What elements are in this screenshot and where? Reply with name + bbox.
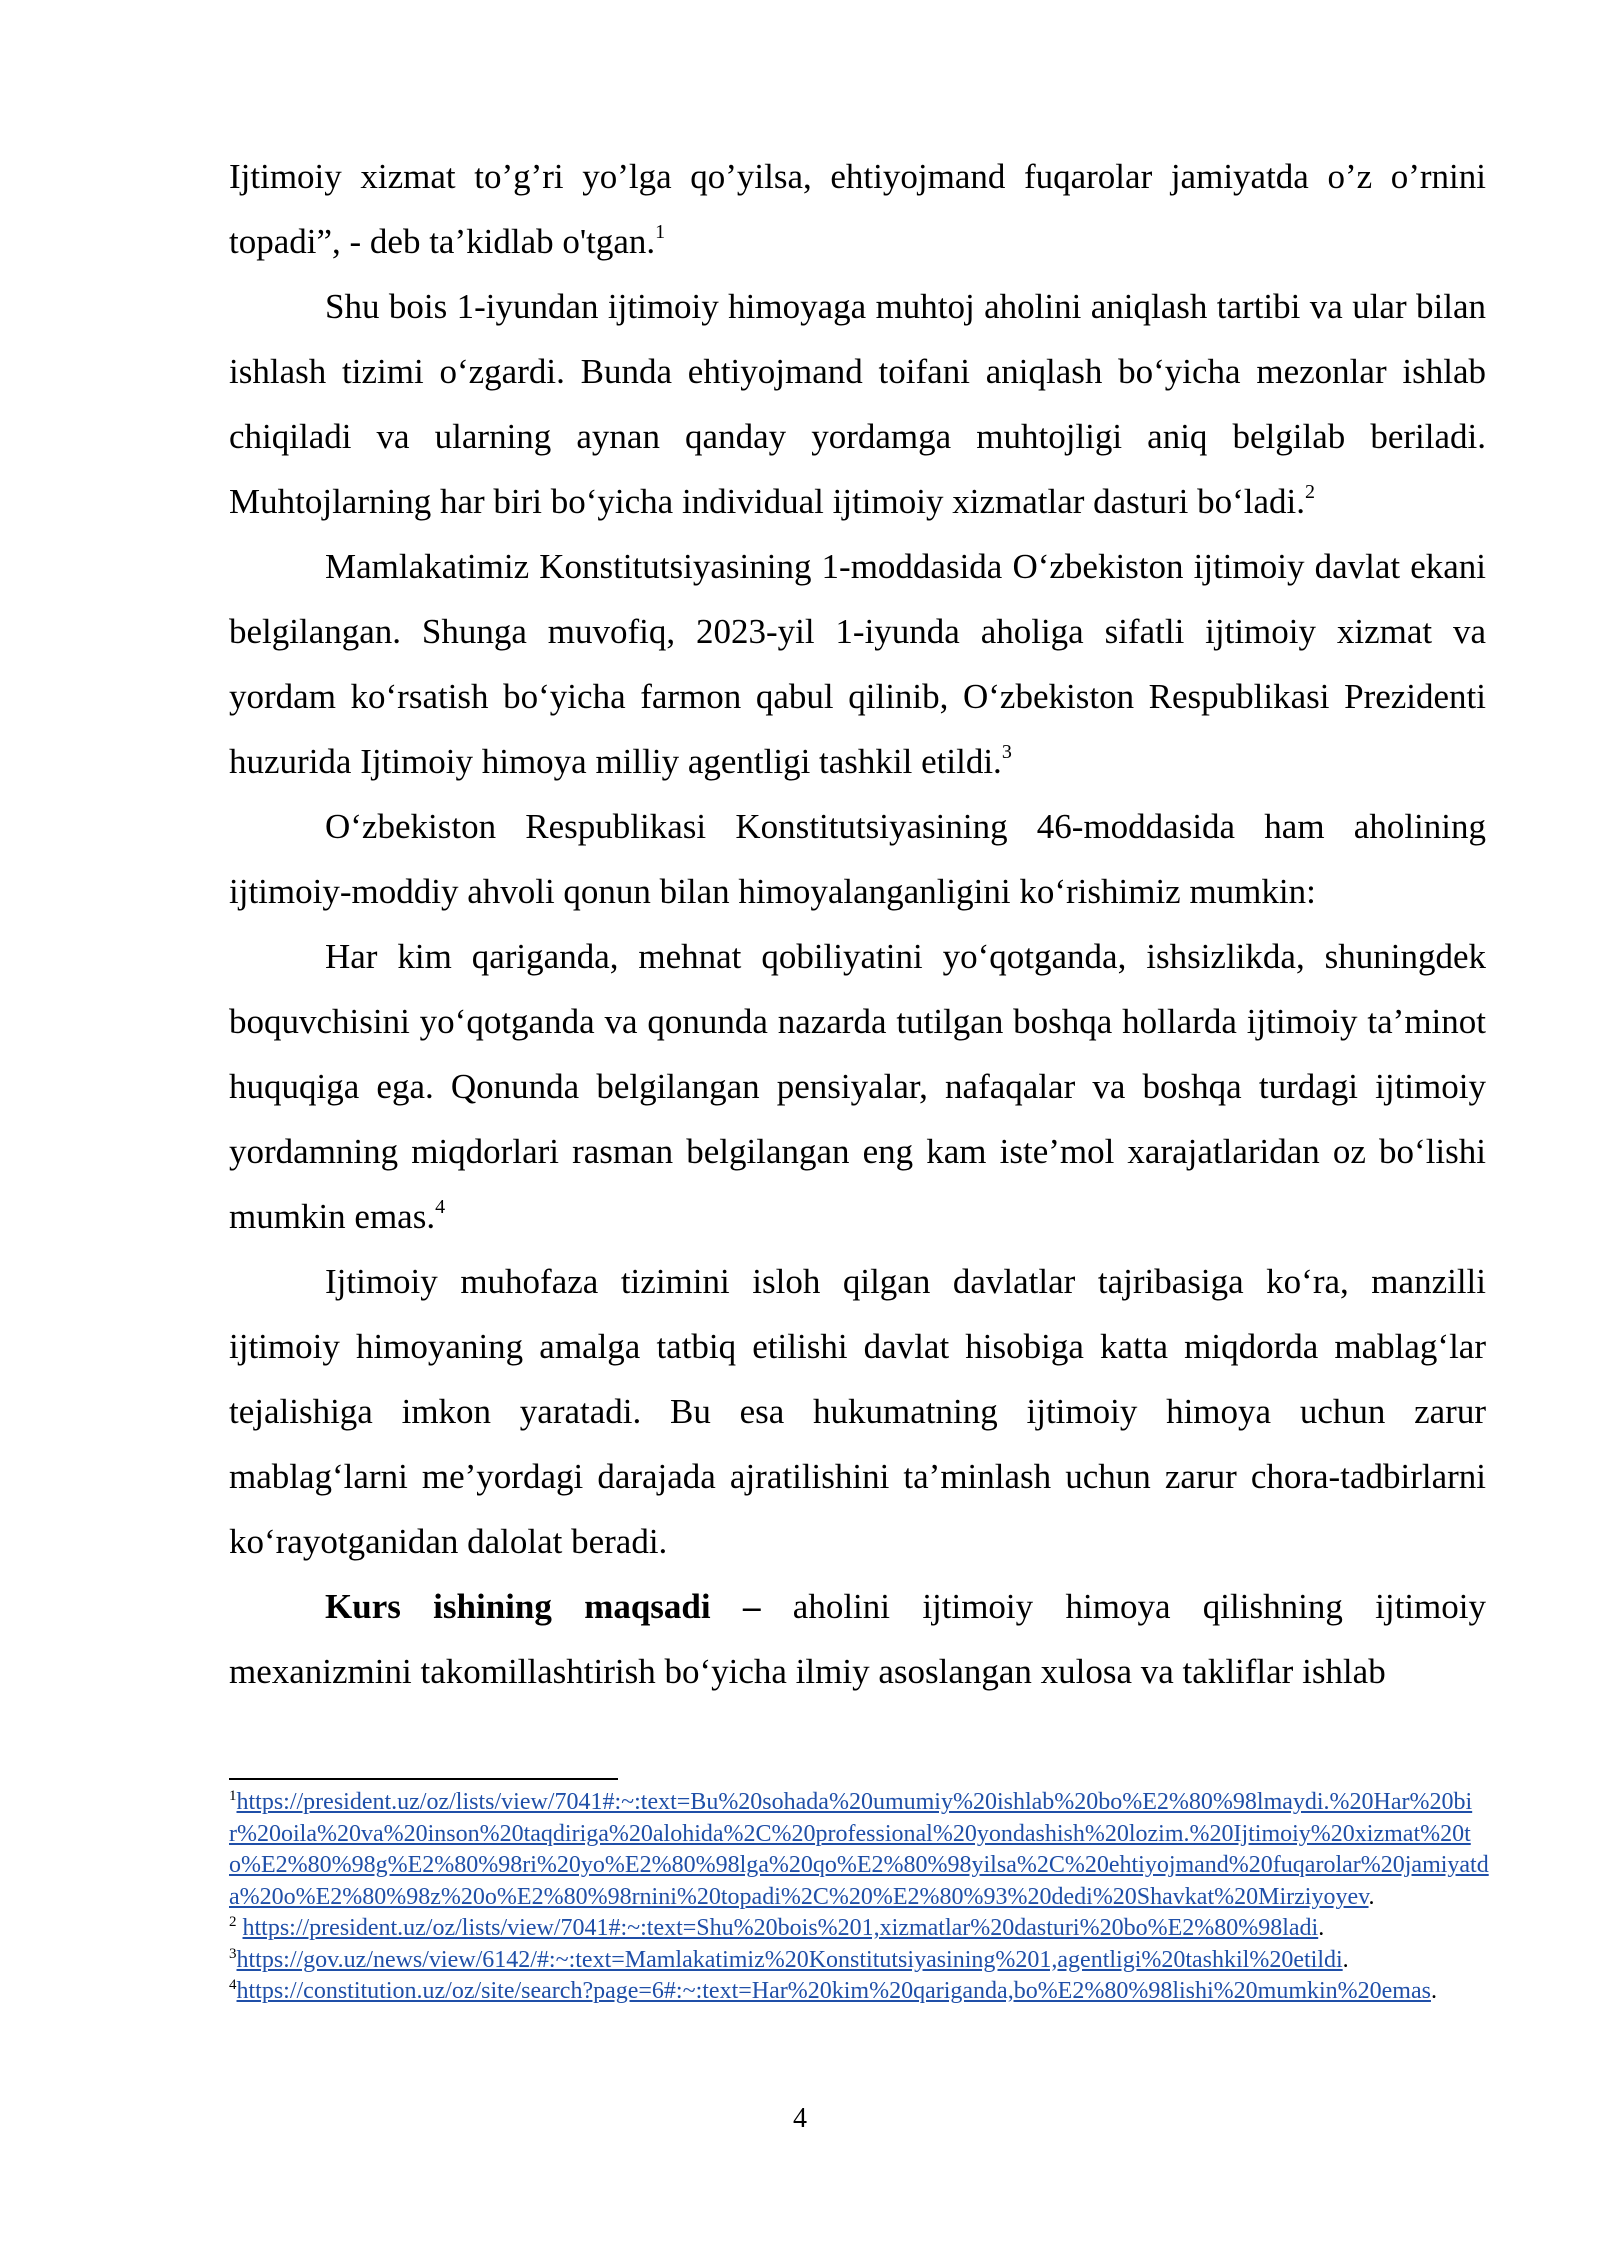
footnote-4 xyxy=(229,1976,1491,2008)
paragraph-text: Ijtimoiy xizmat to’g’ri yo’lga qo’yilsa, ehtiyojmand fuqarolar jamiyatda o’z o’rnini topadi”, - deb ta’kidlab o'tgan. xyxy=(229,157,1486,261)
paragraph-text: aholini ijtimoiy himoya qilishning ijtimoiy mexanizmini takomillashtirish bo‘yicha ilmiy asoslangan xulosa va takliflar ishlab xyxy=(229,1587,1486,1691)
footnote-1 xyxy=(229,1787,1491,1913)
footnote-trailing: . xyxy=(1342,1946,1349,1973)
footnote-2 xyxy=(229,1913,1491,1945)
paragraph-text: O‘zbekiston Respublikasi Konstitutsiyasining 46-moddasida ham aholining ijtimoiy-moddiy ahvoli qonun bilan himoyalanganligini ko‘rishimiz mumkin: xyxy=(229,807,1486,911)
paragraph-1 xyxy=(229,144,1486,274)
footnote-separator xyxy=(229,1778,618,1780)
footnote-number: 3 xyxy=(229,1945,237,1962)
footnote-trailing: . xyxy=(1318,1915,1325,1941)
footnote-ref-2[interactable]: 2 xyxy=(1305,481,1316,504)
footnote-ref-4[interactable]: 4 xyxy=(435,1196,446,1219)
page-number: 4 xyxy=(793,2103,807,2134)
footnote-ref-1[interactable]: 1 xyxy=(655,221,666,244)
footnote-number: 4 xyxy=(229,1977,237,1993)
body-text xyxy=(229,144,1486,1704)
footnotes xyxy=(229,1787,1491,2008)
paragraph-4 xyxy=(229,794,1486,924)
paragraph-text: Shu bois 1-iyundan ijtimoiy himoyaga muhtoj aholini aniqlash tartibi va ular bilan ishlash tizimi o‘zgardi. Bunda ehtiyojmand toifani aniqlash bo‘yicha mezonlar ishlab chiqiladi va ularning aynan qanday yordamga muhtojligi aniq belgilab beriladi. Muhtojlarning har biri bo‘yicha individual ijtimoiy xizmatlar dasturi bo‘ladi. xyxy=(229,287,1486,521)
paragraph-3 xyxy=(229,534,1486,794)
footnote-link-4[interactable]: https://constitution.uz/oz/site/search?page=6#:~:text=Har%20kim%20qariganda,bo%E2%80%98lishi%20mumkin%20emas xyxy=(236,1978,1431,2004)
footnote-ref-3[interactable]: 3 xyxy=(1001,741,1012,764)
paragraph-6 xyxy=(229,1249,1486,1574)
paragraph-text: Ijtimoiy muhofaza tizimini isloh qilgan davlatlar tajribasiga ko‘ra, manzilli ijtimoiy himoyaning amalga tatbiq etilishi davlat hisobiga katta miqdorda mablag‘lar tejalishiga imkon yaratadi. Bu esa hukumatning ijtimoiy himoya uchun zarur mablag‘larni me’yordagi darajada ajratilishini ta’minlash uchun zarur chora-tadbirlarni ko‘rayotganidan dalolat beradi. xyxy=(229,1262,1486,1561)
paragraph-7 xyxy=(229,1574,1486,1704)
paragraph-5 xyxy=(229,924,1486,1249)
footnote-link-1[interactable]: https://president.uz/oz/lists/view/7041#:~:text=Bu%20sohada%20umumiy%20ishlab%20bo%E2%80%98lmaydi.%20Har%20bir%20oila%20va%20inson%20taqdiriga%20alohida%2C%20professional%20yondashish%20lozim.%20Ijtimoiy%20xizmat%20to%E2%80%98g%E2%80%98ri%20yo%E2%80%98lga%20qo%E2%80%98yilsa%2C%20ehtiyojmand%20fuqarolar%20jamiyatda%20o%E2%80%98z%20o%E2%80%98rnini%20topadi%2C%20%E2%80%93%20dedi%20Shavkat%20Mirziyoyev xyxy=(229,1789,1489,1910)
footnote-link-2[interactable]: https://president.uz/oz/lists/view/7041#:~:text=Shu%20bois%201,xizmatlar%20dasturi%20bo%E2%80%98ladi xyxy=(242,1915,1319,1941)
footnote-trailing: . xyxy=(1430,1978,1437,2004)
footnote-trailing: . xyxy=(1368,1883,1375,1910)
footnote-number: 2 xyxy=(229,1914,237,1930)
footnote-link-3[interactable]: https://gov.uz/news/view/6142/#:~:text=Mamlakatimiz%20Konstitutsiyasining%201,agentligi%20tashkil%20etildi xyxy=(236,1946,1343,1973)
bold-lead: Kurs ishining maqsadi – xyxy=(325,1587,761,1626)
paragraph-text: Mamlakatimiz Konstitutsiyasining 1-moddasida O‘zbekiston ijtimoiy davlat ekani belgilangan. Shunga muvofiq, 2023-yil 1-iyunda aholiga sifatli ijtimoiy xizmat va yordam ko‘rsatish bo‘yicha farmon qabul qilinib, O‘zbekiston Respublikasi Prezidenti huzurida Ijtimoiy himoya milliy agentligi tashkil etildi. xyxy=(229,547,1486,781)
paragraph-text: Har kim qariganda, mehnat qobiliyatini yo‘qotganda, ishsizlikda, shuningdek boquvchisini yo‘qotganda va qonunda nazarda tutilgan boshqa hollarda ijtimoiy ta’minot huquqiga ega. Qonunda belgilangan pensiyalar, nafaqalar va boshqa turdagi ijtimoiy yordamning miqdorlari rasman belgilangan eng kam iste’mol xarajatlaridan oz bo‘lishi mumkin emas. xyxy=(229,937,1486,1236)
footnote-3 xyxy=(229,1945,1491,1977)
paragraph-2 xyxy=(229,274,1486,534)
footnote-number: 1 xyxy=(229,1788,237,1804)
